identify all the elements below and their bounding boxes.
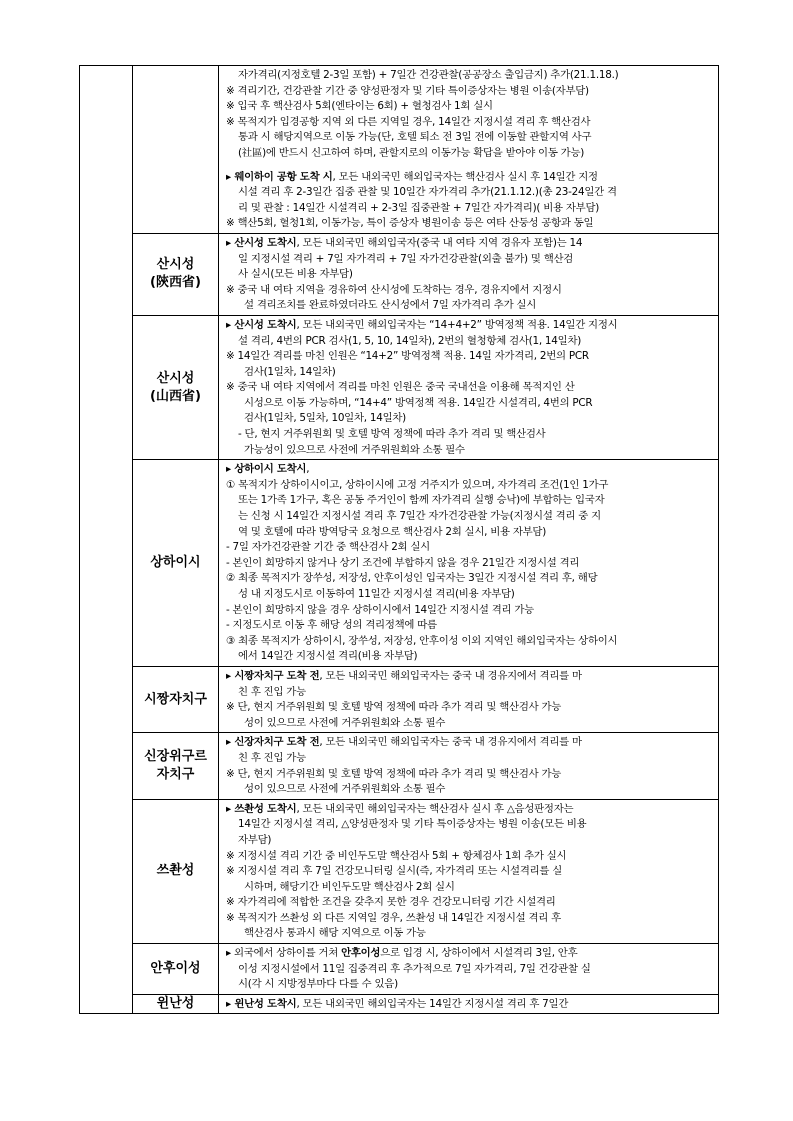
region-cell <box>133 233 219 315</box>
region-cell <box>133 799 219 943</box>
policy-line: 통과 시 해당지역으로 이동 가능(단, 호텔 퇴소 전 3일 전에 이동할 관할지역 사구 <box>238 131 592 144</box>
policy-line: 또는 1가족 1가구, 혹은 공동 주거인이 함께 자가격리 실행 승낙)에 부합하는 입국자 <box>238 494 605 507</box>
policy-line: ▸ 시짱자치구 도착 전, 모든 내외국민 해외입국자는 중국 내 경유지에서 격리를 마 <box>226 669 582 682</box>
policy-line: 시설 격리 후 2-3일간 집중 관찰 및 10일간 자가격리 추가(21.1.12.)(총 23-24일간 격 <box>238 186 617 199</box>
policy-line: 리 및 관찰 : 14일간 시설격리 + 2-3일 집중관찰 + 7일간 자가격리)( 비용 자부담) <box>238 201 600 214</box>
region-cell <box>133 733 219 799</box>
blank-category-column <box>80 66 133 1014</box>
region-cell <box>133 994 219 1014</box>
policy-line: ① 목적지가 상하이시이고, 상하이시에 고정 거주지가 있으며, 자가격리 조건(1인 1가구 <box>226 478 609 491</box>
policy-line: 자가격리(지정호텔 2-3일 포함) + 7일간 건강관찰(공공장소 출입금지) 추가(21.1.18.) <box>238 69 619 81</box>
policy-line: 시하며, 해당기간 비인두도말 핵산검사 2회 실시 <box>244 880 455 893</box>
policy-cell <box>219 315 719 459</box>
table-row <box>80 944 719 995</box>
policy-line: ▸ 상하이시 도착시, <box>226 463 310 476</box>
policy-line: 설 격리조치를 완료하였더라도 산시성에서 7일 자가격리 추가 실시 <box>244 299 536 312</box>
region-cell <box>133 66 219 234</box>
region-name: 윈난성 <box>156 996 195 1012</box>
policy-cell <box>219 460 719 667</box>
quarantine-policy-table <box>79 65 719 1014</box>
policy-line: 시성으로 이동 가능하며, “14+4” 방역정책 적용. 14일간 시설격리, 4번의 PCR <box>244 396 593 409</box>
region-name: 산시성 <box>156 370 195 386</box>
region-name: 신장위구르 <box>144 749 207 765</box>
table-row <box>80 315 719 459</box>
policy-line: (社區)에 반드시 신고하여 하며, 관할지로의 이동가능 확답을 받아야 이동 가능) <box>238 146 585 159</box>
policy-line: ※ 격리기간, 건강관찰 기간 중 양성판정자 및 기타 특이증상자는 병원 이송(자부담) <box>226 84 589 97</box>
policy-line: 친 후 진입 가능 <box>238 751 306 764</box>
region-cell <box>133 315 219 459</box>
policy-cell <box>219 66 719 234</box>
table-row <box>80 233 719 315</box>
policy-cell <box>219 233 719 315</box>
policy-line: ※ 지정시설 격리 후 7일 건강모니터링 실시(즉, 자가격리 또는 시설격리를 실 <box>226 865 563 878</box>
policy-line: ※ 입국 후 핵산검사 5회(엔타이는 6회) + 혈청검사 1회 실시 <box>226 100 493 113</box>
policy-line: ※ 14일간 격리를 마친 인원은 “14+2” 방역정책 적용. 14일 자가격리, 2번의 PCR <box>226 350 589 363</box>
policy-line: 성이 있으므로 사전에 거주위원회와 소통 필수 <box>244 783 446 796</box>
region-hanja: (山西省) <box>150 388 201 404</box>
region-name: 산시성 <box>156 257 195 273</box>
region-name: 상하이시 <box>150 555 201 571</box>
policy-line: ※ 지정시설 격리 기간 중 비인두도말 핵산검사 5회 + 항체검사 1회 추가 실시 <box>226 849 567 862</box>
policy-line: 검사(1일차, 14일차) <box>244 365 336 378</box>
table-row <box>80 460 719 667</box>
policy-line: ▸ 산시성 도착시, 모든 내외국민 해외입국자는 “14+4+2” 방역정책 적용. 14일간 지정시 <box>226 318 618 331</box>
policy-line: ② 최종 목적지가 장쑤성, 저장성, 안후이성인 입국자는 3일간 지정시설 격리 후, 해당 <box>226 572 598 585</box>
policy-line: ▸ 외국에서 상하이를 거쳐 안후이성으로 입경 시, 상하이에서 시설격리 3일, 안후 <box>226 947 578 960</box>
policy-line: 는 신청 시 14일간 지정시설 격리 후 7일간 자가건강관찰 가능(지정시설 격리 중 지 <box>238 510 601 523</box>
policy-line: ※ 목적지가 쓰촨성 외 다른 지역일 경우, 쓰촨성 내 14일간 지정시설 격리 후 <box>226 911 561 924</box>
region-hanja: (陝西省) <box>150 275 201 291</box>
policy-line: - 단, 현지 거주위원회 및 호텔 방역 정책에 따라 추가 격리 및 핵산검사 <box>238 428 546 441</box>
policy-cell <box>219 994 719 1014</box>
region-name: 안후이성 <box>150 960 201 976</box>
policy-cell <box>219 666 719 732</box>
policy-line: - 지정도시로 이동 후 해당 성의 격리정책에 따름 <box>226 619 437 632</box>
policy-line: 14일간 지정시설 격리, △양성판정자 및 기타 특이증상자는 병원 이송(모든 비용 <box>238 818 587 831</box>
region-cell <box>133 666 219 732</box>
table-row <box>80 994 719 1014</box>
policy-line: 검사(1일차, 5일차, 10일차, 14일차) <box>244 412 406 425</box>
policy-line: 성 내 지정도시로 이동하여 11일간 지정시설 격리(비용 자부담) <box>238 588 515 600</box>
policy-line: 가능성이 있으므로 사전에 거주위원회와 소통 필수 <box>244 443 465 456</box>
policy-line: ▸ 쓰촨성 도착시, 모든 내외국민 해외입국자는 핵산검사 실시 후 △음성판정자는 <box>226 802 574 815</box>
policy-line: ▸ 웨이하이 공항 도착 시, 모든 내외국민 해외입국자는 핵산검사 실시 후 14일간 지정 <box>226 170 598 183</box>
policy-line: ※ 중국 내 여타 지역에서 격리를 마친 인원은 중국 국내선을 이용해 목적지인 산 <box>226 381 575 394</box>
policy-line: 에서 14일간 지정시설 격리(비용 자부담) <box>238 650 418 663</box>
policy-line: 일 지정시설 격리 + 7일 자가격리 + 7일 자가건강관찰(외출 불가) 및 핵산검 <box>238 252 574 265</box>
region-name: 시짱자치구 <box>144 691 207 707</box>
policy-line: ※ 중국 내 여타 지역을 경유하여 산시성에 도착하는 경우, 경유지에서 지정시 <box>226 283 562 296</box>
policy-cell <box>219 733 719 799</box>
policy-line: 사 실시(모든 비용 자부담) <box>238 268 353 281</box>
policy-line: ※ 단, 현지 거주위원회 및 호텔 방역 정책에 따라 추가 격리 및 핵산검사 가능 <box>226 701 562 714</box>
policy-line: - 본인이 희망하지 않을 경우 상하이시에서 14일간 지정시설 격리 가능 <box>226 603 534 616</box>
policy-line: 시(각 시 지방정부마다 다를 수 있음) <box>238 978 398 991</box>
policy-line: - 7일 자가건강관찰 기간 중 핵산검사 2회 실시 <box>226 541 430 554</box>
region-cell <box>133 460 219 667</box>
policy-line: - 본인이 희망하지 않거나 상기 조건에 부합하지 않을 경우 21일간 지정시설 격리 <box>226 556 580 569</box>
policy-line: 친 후 진입 가능 <box>238 685 306 698</box>
table-row <box>80 666 719 732</box>
region-name: 쓰촨성 <box>156 863 195 879</box>
policy-line: 설 격리, 4번의 PCR 검사(1, 5, 10, 14일차), 2번의 혈청항체 검사(1, 14일차) <box>238 334 582 347</box>
policy-line: ※ 목적지가 입경공항 지역 외 다른 지역일 경우, 14일간 지정시설 격리 후 핵산검사 <box>226 115 591 128</box>
policy-line: 성이 있으므로 사전에 거주위원회와 소통 필수 <box>244 716 446 729</box>
table-row <box>80 66 719 234</box>
policy-line: 핵산검사 통과시 해당 지역으로 이동 가능 <box>244 927 426 940</box>
policy-line: ③ 최종 목적지가 상하이시, 장쑤성, 저장성, 안후이성 이외 지역인 해외입국자는 상하이시 <box>226 634 618 647</box>
policy-line: ※ 자가격리에 적합한 조건을 갖추지 못한 경우 건강모니터링 기간 시설격리 <box>226 896 556 909</box>
table-row <box>80 799 719 943</box>
policy-line: ▸ 윈난성 도착시, 모든 내외국민 해외입국자는 14일간 지정시설 격리 후 7일간 <box>226 997 569 1010</box>
policy-cell <box>219 799 719 943</box>
policy-line: ▸ 신장자치구 도착 전, 모든 내외국민 해외입국자는 중국 내 경유지에서 격리를 마 <box>226 736 582 749</box>
region-name-2: 자치구 <box>156 767 195 783</box>
region-cell <box>133 944 219 995</box>
table-row <box>80 733 719 799</box>
policy-line: ※ 핵산5회, 혈청1회, 이동가능, 특이 증상자 병원이송 등은 여타 산둥성 공항과 동일 <box>226 217 594 230</box>
policy-line: ▸ 산시성 도착시, 모든 내외국민 해외입국자(중국 내 여타 지역 경유자 포함)는 14 <box>226 236 583 249</box>
policy-cell <box>219 944 719 995</box>
policy-line: 자부담) <box>238 833 272 846</box>
policy-line: 역 및 호텔에 따라 방역당국 요청으로 핵산검사 2회 실시, 비용 자부담) <box>238 525 547 538</box>
policy-line: 이성 지정시설에서 11일 집중격리 후 추가적으로 7일 자가격리, 7일 건강관찰 실 <box>238 962 591 975</box>
policy-line: ※ 단, 현지 거주위원회 및 호텔 방역 정책에 따라 추가 격리 및 핵산검사 가능 <box>226 767 562 780</box>
